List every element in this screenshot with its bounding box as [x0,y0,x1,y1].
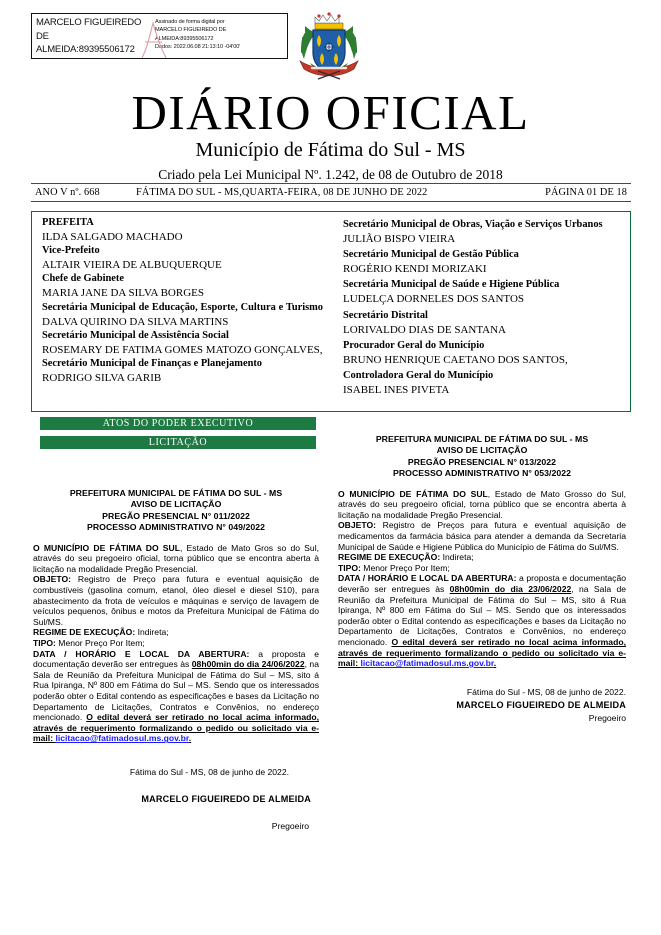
official-role: Vice-Prefeito [42,245,100,257]
signature-officer-role: Pregoeiro [588,712,626,723]
article-heading-line: PROCESSO ADMINISTRATIVO N° 049/2022 [86,522,266,533]
signature-name-line-1: MARCELO FIGUEIREDO [36,17,142,28]
data-abertura-highlight: 08h00min do dia 23/06/2022 [449,583,572,594]
official-name: LUDELÇA DORNELES DOS SANTOS [343,293,525,306]
official-role: Procurador Geral do Município [343,339,485,351]
official-name: ALTAIR VIEIRA DE ALBUQUERQUE [42,259,222,272]
email-link[interactable]: licitacao@fatimadosul.ms.gov.br [55,733,189,744]
official-name: ROSEMARY DE FATIMA GOMES MATOZO GONÇALVES, [42,343,323,356]
article-paragraph [338,552,626,563]
objeto-label: OBJETO: [33,574,72,585]
regime-text: Indireta; [440,552,474,563]
article-heading-line: AVISO DE LICITAÇÃO [130,499,222,510]
signature-detail-line-3: ALMEIDA:89395506172 [155,35,214,42]
data-abertura-text: a proposta e documentação deverão ser entregues às [338,573,627,594]
data-abertura-continuation: , na Sala de Reunião da Prefeitura Municipal de Fátima do Sul – MS, sito á Rua Ipiranga, Nº 800 em Fátima do Sul – MS. Sendo que os interessados poderão obter o Edital contendo as especificações e bases da Licitação no Departamento de Licitações, Contratos e Convênios, no endereço mencionado. [33,659,319,723]
signature-place-date: Fátima do Sul - MS, 08 de junho de 2022. [466,686,626,697]
article-heading-line: PROCESSO ADMINISTRATIVO N° 053/2022 [392,468,572,479]
officials-column-right [331,216,630,411]
edition-bar [31,183,631,202]
article-heading-line: PREFEITURA MUNICIPAL DE FÁTIMA DO SUL - MS [69,488,283,498]
official-name: LORIVALDO DIAS DE SANTANA [343,323,506,336]
article-heading-line: AVISO DE LICITAÇÃO [436,445,528,456]
data-abertura-label: DATA / HORÁRIO E LOCAL DA ABERTURA: [338,573,517,584]
signature-name-line-3: ALMEIDA:89395506172 [36,44,135,55]
tipo-label: TIPO: [338,562,361,573]
official-role: Chefe de Gabinete [42,273,124,285]
tipo-text: Menor Preço Por Item; [360,562,450,573]
official-name: RODRIGO SILVA GARIB [42,372,162,385]
signature-officer-name: MARCELO FIGUEIREDO DE ALMEIDA [456,699,626,710]
official-role: Controladora Geral do Município [343,369,494,381]
official-name: BRUNO HENRIQUE CAETANO DOS SANTOS, [343,353,568,366]
official-role: Secretária Municipal de Saúde e Higiene Pública [343,279,560,291]
signature-details [152,14,287,58]
article-right-body [338,489,626,669]
officials-column-left [32,216,331,411]
email-trailing-period: . [493,658,497,669]
official-role: PREFEITA [42,217,94,228]
tipo-label: TIPO: [33,637,56,648]
objeto-label: OBJETO: [338,520,377,531]
official-name: DALVA QUIRINO DA SILVA MARTINS [42,315,229,328]
official-name: ISABEL INES PIVETA [343,384,450,397]
signature-detail-line-4: Dados: 2022.06.08 21:13:10 -04'00' [155,43,241,50]
page-number: PÁGINA 01 DE 18 [545,187,627,198]
tipo-text: Menor Preço Por Item; [55,637,145,648]
data-abertura-label: DATA / HORÁRIO E LOCAL DA ABERTURA: [33,648,250,659]
section-banner-atos-poder-executivo: ATOS DO PODER EXECUTIVO [40,417,316,430]
article-paragraph [338,489,626,521]
article-left [33,488,319,833]
signature-name-line-2: DE [36,30,49,42]
objeto-text: Registro de Preço para futura e eventual aquisição de combustíveis (gasolina comum, etanol, óleo diesel e diesel S10), para abastecimento da frota de veículos e máquinas e serviço de lavagem de veículos pequenos, ônibus e motos da Prefeitura Municipal de Fátima do Sul/MS. [33,574,319,627]
article-paragraph [338,563,626,574]
official-role: Secretário Municipal de Finanças e Planejamento [42,357,263,369]
official-name: JULIÃO BISPO VIEIRA [343,233,456,246]
article-paragraph [33,649,319,744]
official-role: Secretário Distrital [343,309,428,321]
article-paragraph [33,574,319,627]
regime-label: REGIME DE EXECUÇÃO: [338,552,441,563]
article-intro-rest: , Estado de Mato Grosso do Sul, através do seu pregoeiro oficial, torna público que se encontra aberta à licitação na modalidade Pregão Presencial. [338,488,626,520]
article-left-body [33,543,319,744]
email-link[interactable]: licitacao@fatimadosul.ms.gov.br [360,658,494,669]
data-abertura-continuation: , na Sala de Reunião da Prefeitura Municipal de Fátima do Sul – MS, sito á Rua Ipiranga, Nº 800 em Fátima do Sul – MS. Sendo que os interessados poderão obter o Edital contendo as especificações e bases da Licitação no Departamento de Licitações, Contratos e Convênios, no endereço mencionado. [338,583,627,647]
signature-detail-line-2: MARCELO FIGUEIREDO DE [155,27,227,34]
masthead [0,85,661,185]
article-paragraph [338,520,626,552]
article-heading-line: PREFEITURA MUNICIPAL DE FÁTIMA DO SUL - MS [375,434,589,444]
official-name: ILDA SALGADO MACHADO [42,231,183,244]
article-right-heading [338,434,626,480]
signature-officer-name: MARCELO FIGUEIREDO DE ALMEIDA [141,793,311,804]
signature-detail-line-1: Assinado de forma digital por [155,19,225,25]
official-role: Secretária Municipal de Educação, Esporte, Cultura e Turismo [42,301,323,313]
data-abertura-highlight: 08h00min do dia 24/06/2022 [191,659,305,670]
regime-label: REGIME DE EXECUÇÃO: [33,627,136,638]
official-name: MARIA JANE DA SILVA BORGES [42,287,204,300]
objeto-text: Registro de Preços para futura e eventual aquisição de medicamentos da farmácia básica para atender a demanda da Secretaria Municipal de Saúde e Higiene Pública do Município de Fátima do Sul/MS. [338,520,626,552]
official-name: ROGÉRIO KENDI MORIZAKI [343,263,487,276]
page-title: DIÁRIO OFICIAL [131,85,530,140]
email-trailing-period: . [188,733,192,744]
signature-name [32,14,152,58]
article-paragraph [338,573,626,668]
officials-box [31,211,631,412]
official-role: Secretário Municipal de Obras, Viação e Serviços Urbanos [343,219,603,230]
edital-retirada-highlight: O edital deverá ser retirado no local acima informado, através de requerimento formalizando o pedido ou solicitado via e-mail: [33,712,319,744]
edition-year-number: ANO V nº. 668 [35,187,100,198]
data-abertura-text: a proposta e documentação deverão ser entregues às [33,648,319,670]
article-right [338,434,626,725]
article-right-signature [338,686,626,725]
article-left-signature [33,766,319,833]
article-intro-bold: O MUNICÍPIO DE FÁTIMA DO SUL [338,488,488,499]
article-paragraph [33,627,319,638]
regime-text: Indireta; [135,627,169,638]
article-heading-line: PREGÃO PRESENCIAL N° 013/2022 [407,456,557,467]
coat-of-arms-icon [296,9,362,83]
article-paragraph [33,638,319,649]
article-intro-bold: O MUNICÍPIO DE FÁTIMA DO SUL [33,542,180,553]
masthead-law-text: Criado pela Lei Municipal Nº. 1.242, de 08 de Outubro de 2018 [158,167,503,182]
official-role: Secretário Municipal de Gestão Pública [343,249,519,261]
section-banner-licitacao: LICITAÇÃO [40,436,316,449]
official-role: Secretário Municipal de Assistência Social [42,329,229,341]
article-paragraph [33,543,319,575]
article-left-heading [33,488,319,534]
signature-officer-role: Pregoeiro [271,820,309,831]
article-heading-line: PREGÃO PRESENCIAL N° 011/2022 [102,510,250,521]
article-intro-rest: , Estado de Mato Gros so do Sul, através do seu pregoeiro oficial, torna público que se encontra aberta à licitação na modalidade Pregão Presencial. [33,542,319,574]
edition-place-date: FÁTIMA DO SUL - MS,QUARTA-FEIRA, 08 DE JUNHO DE 2022 [136,187,428,198]
digital-signature-stamp [31,13,288,59]
signature-place-date: Fátima do Sul - MS, 08 de junho de 2022. [129,766,289,777]
masthead-subtitle: Município de Fátima do Sul - MS [195,139,466,161]
edital-retirada-highlight: O edital deverá ser retirado no local acima informado, através de requerimento formalizando o pedido ou solicitado via e-mail: [338,636,626,669]
